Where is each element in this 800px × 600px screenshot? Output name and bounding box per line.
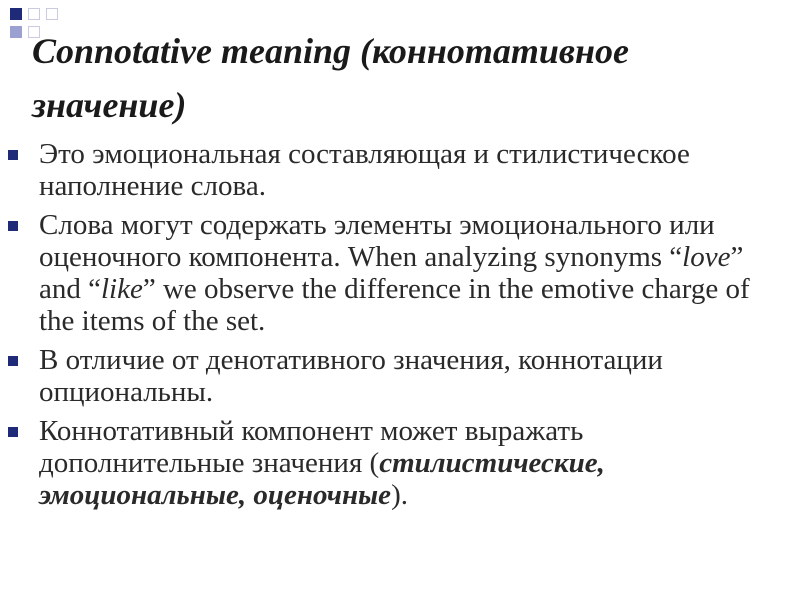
corner-square-icon [46, 8, 58, 20]
italic-word: like [101, 273, 143, 305]
bullet-item [0, 138, 800, 202]
square-bullet-icon [8, 150, 18, 160]
bullet-item [0, 344, 800, 408]
square-bullet-icon [8, 356, 18, 366]
bullet-text: Слова могут содержать элементы эмоционального или оценочного компонента. When analyzing synonyms “ [39, 209, 715, 273]
bullet-list [0, 138, 800, 518]
italic-word: love [682, 241, 731, 273]
bullet-text: В отличие от денотативного значения, коннотации опциональны. [39, 344, 663, 408]
square-bullet-icon [8, 427, 18, 437]
bullet-text: Коннотативный компонент может выражать дополнительные значения ( [39, 415, 584, 479]
corner-square-icon [28, 8, 40, 20]
bold-italic-phrase: стилистические, эмоциональные, оценочные [39, 447, 605, 511]
bullet-item [0, 415, 800, 511]
corner-square-icon [10, 8, 22, 20]
square-bullet-icon [8, 221, 18, 231]
bullet-item [0, 209, 800, 337]
corner-square-icon [10, 26, 22, 38]
slide-title: Connotative meaning (коннотативное значение) [32, 31, 629, 125]
bullet-text: Это эмоциональная составляющая и стилистическое наполнение слова. [39, 138, 690, 202]
bullet-text: ). [391, 479, 408, 511]
bullet-text: ” and “ [39, 241, 744, 305]
bullet-text: ” we observe the difference in the emotive charge of the items of the set. [39, 273, 750, 337]
